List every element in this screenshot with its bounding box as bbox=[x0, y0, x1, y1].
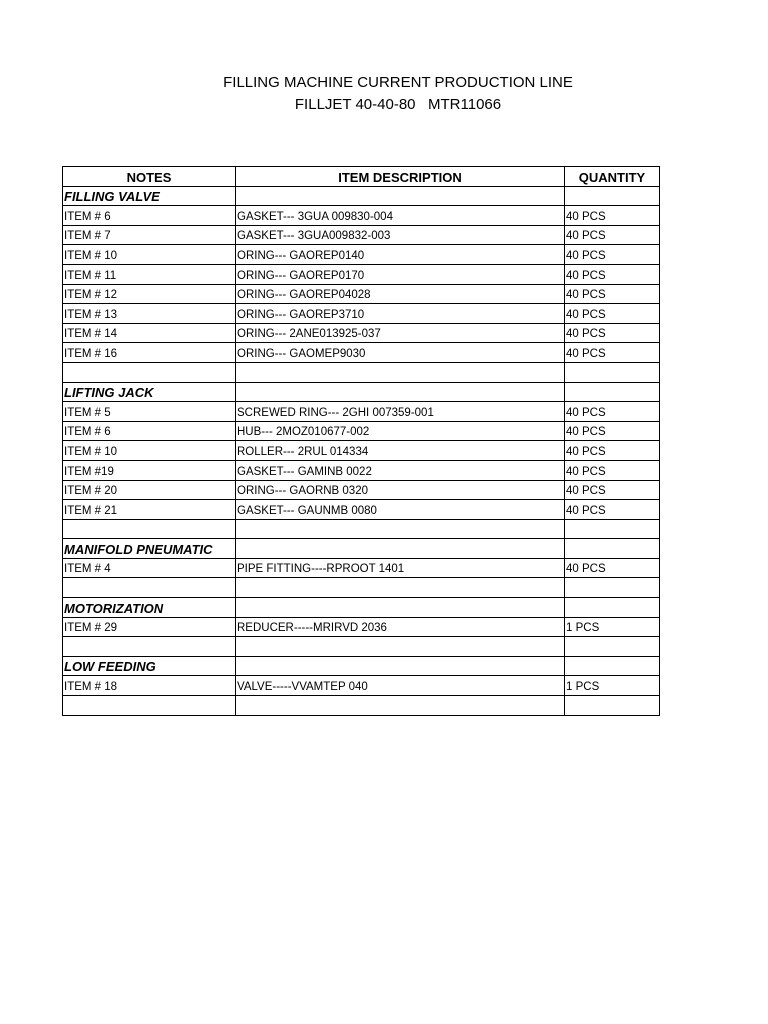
empty-row bbox=[63, 362, 660, 382]
item-description-cell: GASKET--- 3GUA 009830-004 bbox=[236, 206, 565, 226]
quantity-cell bbox=[565, 578, 660, 598]
item-description-cell bbox=[236, 539, 565, 559]
table-row bbox=[63, 206, 660, 226]
document-title bbox=[0, 72, 768, 116]
notes-cell: ITEM # 20 bbox=[63, 480, 236, 500]
notes-cell: ITEM # 7 bbox=[63, 225, 236, 245]
table-body bbox=[63, 186, 660, 715]
notes-cell: ITEM # 14 bbox=[63, 323, 236, 343]
table-row bbox=[63, 421, 660, 441]
quantity-cell bbox=[565, 382, 660, 402]
notes-cell: ITEM # 4 bbox=[63, 558, 236, 578]
column-header-notes: NOTES bbox=[63, 167, 236, 187]
item-description-cell bbox=[236, 186, 565, 206]
quantity-cell: 40 PCS bbox=[565, 323, 660, 343]
item-description-cell bbox=[236, 578, 565, 598]
quantity-cell: 40 PCS bbox=[565, 460, 660, 480]
quantity-cell: 40 PCS bbox=[565, 245, 660, 265]
item-description-cell: GASKET--- GAUNMB 0080 bbox=[236, 500, 565, 520]
item-description-cell bbox=[236, 696, 565, 716]
notes-cell: ITEM # 11 bbox=[63, 264, 236, 284]
section-heading: LOW FEEDING bbox=[63, 656, 236, 676]
quantity-cell: 40 PCS bbox=[565, 284, 660, 304]
notes-cell: ITEM # 5 bbox=[63, 402, 236, 422]
parts-table bbox=[62, 166, 660, 716]
notes-cell: ITEM # 18 bbox=[63, 676, 236, 696]
empty-row bbox=[63, 519, 660, 539]
item-description-cell: PIPE FITTING----RPROOT 1401 bbox=[236, 558, 565, 578]
section-row bbox=[63, 656, 660, 676]
item-description-cell: ORING--- GAOREP0170 bbox=[236, 264, 565, 284]
empty-row bbox=[63, 637, 660, 657]
item-description-cell bbox=[236, 598, 565, 618]
item-description-cell: REDUCER-----MRIRVD 2036 bbox=[236, 617, 565, 637]
notes-cell bbox=[63, 519, 236, 539]
quantity-cell bbox=[565, 696, 660, 716]
table-row bbox=[63, 480, 660, 500]
notes-cell bbox=[63, 637, 236, 657]
quantity-cell: 40 PCS bbox=[565, 264, 660, 284]
item-description-cell bbox=[236, 382, 565, 402]
table-row bbox=[63, 460, 660, 480]
quantity-cell bbox=[565, 186, 660, 206]
table-row bbox=[63, 245, 660, 265]
title-line-1: FILLING MACHINE CURRENT PRODUCTION LINE bbox=[223, 74, 573, 91]
item-description-cell: ROLLER--- 2RUL 014334 bbox=[236, 441, 565, 461]
item-description-cell: ORING--- GAOREP04028 bbox=[236, 284, 565, 304]
quantity-cell bbox=[565, 362, 660, 382]
notes-cell: ITEM # 29 bbox=[63, 617, 236, 637]
item-description-cell: GASKET--- 3GUA009832-003 bbox=[236, 225, 565, 245]
quantity-cell: 40 PCS bbox=[565, 558, 660, 578]
section-heading: MANIFOLD PNEUMATIC bbox=[63, 539, 236, 559]
table-row bbox=[63, 676, 660, 696]
notes-cell: ITEM # 6 bbox=[63, 421, 236, 441]
notes-cell: ITEM # 12 bbox=[63, 284, 236, 304]
quantity-cell: 1 PCS bbox=[565, 676, 660, 696]
quantity-cell: 40 PCS bbox=[565, 441, 660, 461]
quantity-cell: 1 PCS bbox=[565, 617, 660, 637]
notes-cell: ITEM # 13 bbox=[63, 304, 236, 324]
section-row bbox=[63, 186, 660, 206]
table-row bbox=[63, 343, 660, 363]
section-heading: LIFTING JACK bbox=[63, 382, 236, 402]
item-description-cell: HUB--- 2MOZ010677-002 bbox=[236, 421, 565, 441]
section-row bbox=[63, 382, 660, 402]
section-row bbox=[63, 539, 660, 559]
table-row bbox=[63, 617, 660, 637]
table-row bbox=[63, 304, 660, 324]
quantity-cell: 40 PCS bbox=[565, 343, 660, 363]
quantity-cell bbox=[565, 656, 660, 676]
quantity-cell bbox=[565, 598, 660, 618]
title-line-2: FILLJET 40-40-80 MTR11066 bbox=[294, 96, 502, 113]
column-header-quantity: QUANTITY bbox=[565, 167, 660, 187]
section-heading: FILLING VALVE bbox=[63, 186, 236, 206]
table-row bbox=[63, 500, 660, 520]
quantity-cell: 40 PCS bbox=[565, 421, 660, 441]
table-row bbox=[63, 323, 660, 343]
item-description-cell bbox=[236, 637, 565, 657]
notes-cell: ITEM # 10 bbox=[63, 245, 236, 265]
table-row bbox=[63, 284, 660, 304]
empty-row bbox=[63, 578, 660, 598]
notes-cell: ITEM # 21 bbox=[63, 500, 236, 520]
item-description-cell: GASKET--- GAMINB 0022 bbox=[236, 460, 565, 480]
quantity-cell bbox=[565, 539, 660, 559]
notes-cell: ITEM # 6 bbox=[63, 206, 236, 226]
item-description-cell: SCREWED RING--- 2GHI 007359-001 bbox=[236, 402, 565, 422]
quantity-cell: 40 PCS bbox=[565, 500, 660, 520]
quantity-cell: 40 PCS bbox=[565, 206, 660, 226]
notes-cell bbox=[63, 362, 236, 382]
quantity-cell: 40 PCS bbox=[565, 304, 660, 324]
section-heading: MOTORIZATION bbox=[63, 598, 236, 618]
section-row bbox=[63, 598, 660, 618]
notes-cell bbox=[63, 696, 236, 716]
item-description-cell: ORING--- 2ANE013925-037 bbox=[236, 323, 565, 343]
item-description-cell: ORING--- GAOMEP9030 bbox=[236, 343, 565, 363]
table-row bbox=[63, 225, 660, 245]
item-description-cell bbox=[236, 656, 565, 676]
notes-cell: ITEM # 10 bbox=[63, 441, 236, 461]
quantity-cell bbox=[565, 637, 660, 657]
column-header-item-description: ITEM DESCRIPTION bbox=[236, 167, 565, 187]
item-description-cell: ORING--- GAOREP0140 bbox=[236, 245, 565, 265]
table-row bbox=[63, 558, 660, 578]
item-description-cell bbox=[236, 362, 565, 382]
quantity-cell: 40 PCS bbox=[565, 225, 660, 245]
empty-row bbox=[63, 696, 660, 716]
notes-cell: ITEM #19 bbox=[63, 460, 236, 480]
quantity-cell bbox=[565, 519, 660, 539]
quantity-cell: 40 PCS bbox=[565, 402, 660, 422]
notes-cell: ITEM # 16 bbox=[63, 343, 236, 363]
item-description-cell: ORING--- GAOREP3710 bbox=[236, 304, 565, 324]
table-header-row bbox=[63, 167, 660, 187]
item-description-cell bbox=[236, 519, 565, 539]
table-row bbox=[63, 441, 660, 461]
quantity-cell: 40 PCS bbox=[565, 480, 660, 500]
table-row bbox=[63, 402, 660, 422]
item-description-cell: ORING--- GAORNB 0320 bbox=[236, 480, 565, 500]
table-row bbox=[63, 264, 660, 284]
item-description-cell: VALVE-----VVAMTEP 040 bbox=[236, 676, 565, 696]
notes-cell bbox=[63, 578, 236, 598]
